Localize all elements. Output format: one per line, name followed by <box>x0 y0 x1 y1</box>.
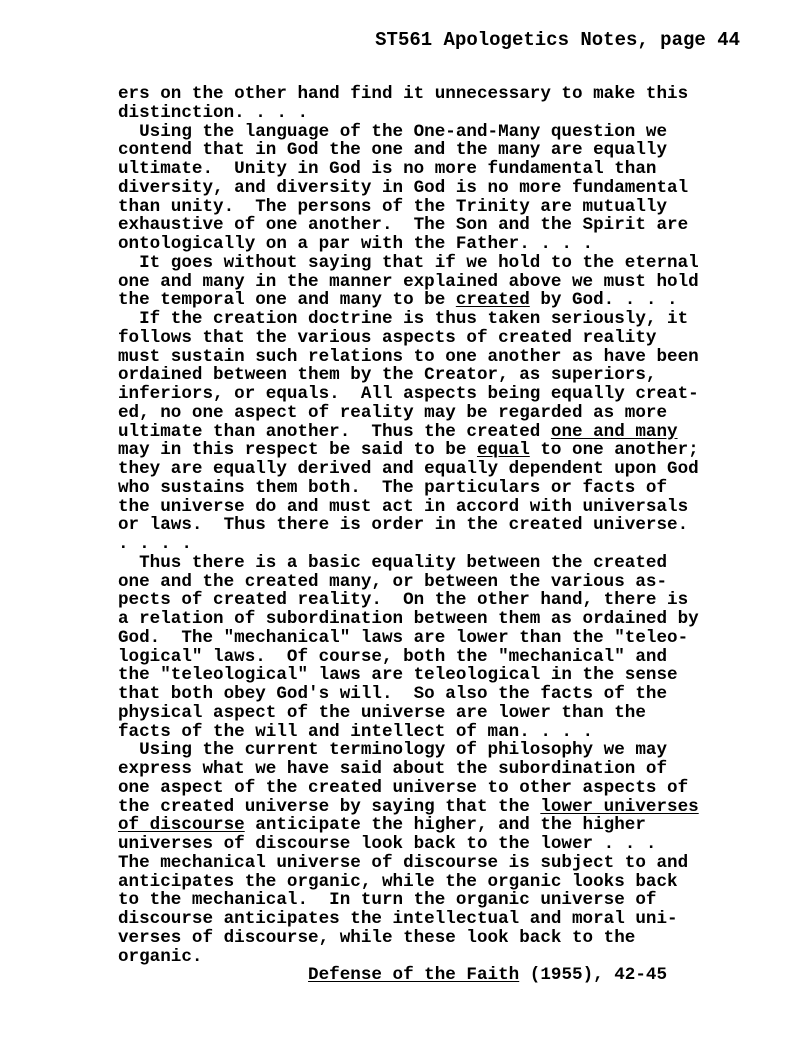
text-line <box>118 629 758 648</box>
text-segment: distinction. . . . <box>118 102 309 123</box>
text-line <box>118 948 758 967</box>
text-line <box>118 816 758 835</box>
text-segment: one and many in the manner explained above we must hold <box>118 271 699 292</box>
text-segment: they are equally derived and equally dependent upon God <box>118 459 699 479</box>
text-segment: If the creation doctrine is thus taken seriously, it <box>118 309 689 329</box>
text-segment: ultimate than another. Thus the created <box>118 421 551 442</box>
text-segment: Using the language of the One-and-Many question we <box>118 121 668 142</box>
text-segment: Using the current terminology of philosophy we may <box>118 740 668 761</box>
text-segment: a relation of subordination between them as ordained by <box>118 609 699 629</box>
text-line <box>118 141 758 160</box>
text-segment: that both obey God's will. So also the facts of the <box>118 684 668 704</box>
text-segment: the created universe by saying that the <box>118 796 541 817</box>
text-line <box>118 385 758 404</box>
text-segment: the "teleological" laws are teleological in the sense <box>118 665 678 686</box>
text-segment: . . . . <box>118 534 192 554</box>
text-segment: one and the created many, or between the various as- <box>118 571 668 592</box>
text-segment: follows that the various aspects of created reality <box>118 327 657 348</box>
text-line <box>118 648 758 667</box>
text-line <box>118 441 758 460</box>
text-line <box>118 666 758 685</box>
text-segment: verses of discourse, while these look back to the <box>118 927 636 948</box>
text-line <box>118 554 758 573</box>
text-line <box>118 216 758 235</box>
text-segment: or laws. Thus there is order in the created universe. <box>118 515 689 536</box>
text-line <box>118 160 758 179</box>
text-line <box>118 741 758 760</box>
text-line <box>118 854 758 873</box>
text-line <box>118 779 758 798</box>
text-line <box>118 179 758 198</box>
text-segment: ed, no one aspect of reality may be regarded as more <box>118 402 668 423</box>
text-segment: must sustain such relations to one another as have been <box>118 346 699 367</box>
text-line <box>118 235 758 254</box>
text-line <box>118 910 758 929</box>
text-segment: exhaustive of one another. The Son and the Spirit are <box>118 215 689 236</box>
text-line <box>118 498 758 517</box>
text-segment: (1955), 42-45 <box>519 965 668 986</box>
text-line <box>118 835 758 854</box>
text-segment: to one another; <box>529 440 699 461</box>
text-line <box>118 366 758 385</box>
text-line <box>118 85 758 104</box>
text-segment: logical" laws. Of course, both the "mechanical" and <box>118 646 668 667</box>
text-line <box>118 198 758 217</box>
underlined-text: one and many <box>550 421 678 442</box>
text-segment: The mechanical universe of discourse is subject to and <box>118 852 689 873</box>
text-segment: ultimate. Unity in God is no more fundamental than <box>118 159 657 179</box>
text-segment: than unity. The persons of the Trinity are mutually <box>118 196 668 217</box>
underlined-text: created <box>455 290 530 311</box>
text-segment: universes of discourse look back to the lower . . . <box>118 834 657 854</box>
text-segment: ers on the other hand find it unnecessary to make this <box>118 84 689 104</box>
text-line <box>118 123 758 142</box>
underlined-text: Defense of the Faith <box>308 965 520 986</box>
text-line <box>118 404 758 423</box>
text-line <box>118 929 758 948</box>
text-line <box>118 329 758 348</box>
text-segment: discourse anticipates the intellectual and moral uni- <box>118 909 678 929</box>
text-line <box>118 891 758 910</box>
text-segment: express what we have said about the subordination of <box>118 759 668 779</box>
text-line <box>118 591 758 610</box>
text-segment <box>118 965 308 985</box>
text-segment: physical aspect of the universe are lower than the <box>118 702 646 723</box>
text-segment: organic. <box>118 946 203 967</box>
text-line <box>118 291 758 310</box>
text-line <box>118 760 758 779</box>
text-line <box>118 423 758 442</box>
underlined-text: of discourse <box>118 815 245 836</box>
text-line <box>118 535 758 554</box>
text-segment: pects of created reality. On the other hand, there is <box>118 590 689 611</box>
text-segment: to the mechanical. In turn the organic universe of <box>118 890 657 911</box>
text-line <box>118 573 758 592</box>
text-line <box>118 348 758 367</box>
underlined-text: equal <box>476 440 530 461</box>
text-line <box>118 798 758 817</box>
text-line <box>118 310 758 329</box>
text-line <box>118 873 758 892</box>
text-segment: ontologically on a par with the Father. . . . <box>118 234 594 254</box>
text-line <box>118 610 758 629</box>
text-segment: the universe do and must act in accord with universals <box>118 496 689 517</box>
text-segment: anticipate the higher, and the higher <box>244 815 646 836</box>
underlined-text: lower universes <box>540 796 699 817</box>
text-segment: the temporal one and many to be <box>118 290 456 311</box>
text-segment: one aspect of the created universe to other aspects of <box>118 777 689 798</box>
text-line <box>118 254 758 273</box>
text-segment: facts of the will and intellect of man. . . . <box>118 721 594 742</box>
text-segment: inferiors, or equals. All aspects being equally creat- <box>118 384 699 404</box>
text-segment: contend that in God the one and the many are equally <box>118 140 668 161</box>
text-segment: ordained between them by the Creator, as superiors, <box>118 365 657 386</box>
text-segment: anticipates the organic, while the organic looks back <box>118 871 678 892</box>
text-segment: by God. . . . <box>529 290 678 311</box>
text-segment: It goes without saying that if we hold to the eternal <box>118 252 699 273</box>
text-segment: diversity, and diversity in God is no more fundamental <box>118 177 689 198</box>
text-line <box>118 704 758 723</box>
text-line <box>118 723 758 742</box>
text-segment: may in this respect be said to be <box>118 440 477 461</box>
text-line <box>118 685 758 704</box>
body-text <box>118 85 758 985</box>
text-line <box>118 516 758 535</box>
text-segment: who sustains them both. The particulars or facts of <box>118 477 668 498</box>
citation-line <box>118 966 758 985</box>
text-line <box>118 104 758 123</box>
page-header: ST561 Apologetics Notes, page 44 <box>375 29 740 51</box>
text-line <box>118 479 758 498</box>
text-segment: God. The "mechanical" laws are lower than the "teleo- <box>118 627 689 648</box>
text-line <box>118 273 758 292</box>
text-line <box>118 460 758 479</box>
text-segment: Thus there is a basic equality between the created <box>118 552 668 573</box>
